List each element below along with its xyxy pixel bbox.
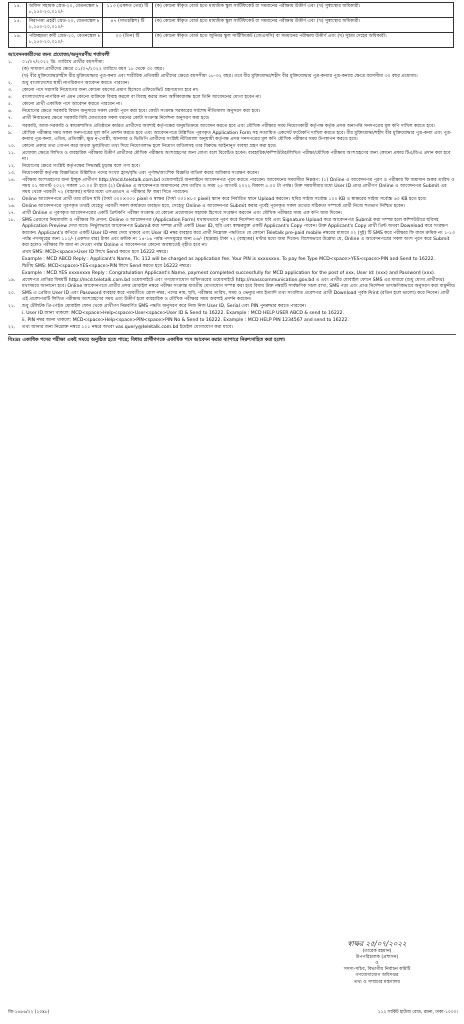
condition-item — [8, 171, 456, 177]
post-qualification: (ক) কোনো স্বীকৃত বোর্ড হতে মাধ্যমিক স্কুল সার্টিফিকেট বা সমমানের পরীক্ষায় উত্তীর্ণ এবং (খ) সুস্বাস্থ্যের অধিকারী। — [153, 3, 454, 18]
condition-text: Online আবেদনপত্রে পূরণকৃত তথ্যই যেহেতু পরবর্তী সকল কার্যক্রমে ব্যবহৃত হবে, সেহেতু Online এ আবেদনপত্র Submit করার পূর্বেই পূরণকৃত সকল তথ্যের সঠিকতা সম্পর্কে প্রার্থী নিজে শতভাগ নিশ্চিত হবেন। — [22, 204, 406, 210]
condition-number: ১. — [8, 59, 13, 65]
condition-item — [8, 164, 456, 170]
condition-text: (ক) সাধারণ প্রার্থীদের ক্ষেত্রে ০১/০৭/২০২২ তারিখে বয়স ১৮ থেকে ৩০ বছর। — [22, 67, 164, 73]
condition-item — [8, 88, 456, 94]
condition-item — [8, 250, 456, 256]
footer-address: ১১২ সার্কিট হাউজ রোড, রমনা, ঢাকা-১০০০। — [377, 1010, 458, 1015]
condition-text: প্রার্থী নিবাচনের ক্ষেত্রে সরকারি বিধি মোতাবেক সকল ধরনের কোটা সংক্রান্ত নির্দেশনা অনুসরণ করা হবে। — [22, 116, 210, 122]
post-serial: ১৫. — [9, 18, 27, 33]
table-row — [9, 33, 454, 48]
condition-item — [8, 67, 456, 73]
condition-text: কোনো প্রার্থী একাধিক পদে আবেদন করতে পারবেন না। — [22, 102, 122, 108]
condition-text: প্রার্থী Online এ পূরণকৃত আবেদনপত্রের একটি প্রিন্টকপি পরীক্ষা সংক্রান্ত যে কোনো প্রয়োজনে সহায়ক হিসেবে সংরক্ষণ করবেন এবং মৌখিক পরীক্ষার সময় এক কপি জমা দিবেন। — [22, 211, 343, 217]
condition-item — [8, 278, 456, 290]
condition-item — [8, 116, 456, 122]
conditions-heading: আবেদনকারীদের জন্য প্রযোজ্য/অনুসরণীয় শর্তাবলী — [8, 52, 110, 59]
condition-number: ১০. — [8, 143, 16, 149]
condition-number: ১৪. — [8, 178, 16, 184]
post-serial: ১৪. — [9, 3, 27, 18]
condition-item — [8, 131, 456, 143]
condition-text: নিয়োগকারী কর্তৃপক্ষ বিজ্ঞপ্তিতে উল্লিখিত পদের সংখ্যা হ্রাস/বৃদ্ধি এবং পূর্ণাঙ্গ/আংশিক বিজ্ঞপ্তি বাতিল করার অধিকার সংরক্ষণ করেন। — [22, 170, 259, 176]
condition-text: নিয়োগের ক্ষেত্রে সরকারি বিধান অনুসারে সকল কোটা পূরণ করা হবে। কোটা সংক্রান্ত সরকারের সর্বশেষ নীতিমালা অনুসরণ করা হবে। — [22, 109, 261, 115]
signature-block — [292, 940, 462, 986]
condition-number: ৮. — [8, 123, 13, 129]
condition-number: ১৯. — [8, 277, 16, 283]
condition-number: ৯. — [8, 130, 13, 136]
condition-number: ২. — [8, 81, 13, 87]
condition-item — [8, 197, 456, 203]
condition-text: বাংলাদেশের নাগরিক না এমন কোনো ব্যক্তিকে বিবাহ করলে বা বিবাহ করার জন্য অঙ্গীকারাবদ্ধ হলে তিনি আবেদনের যোগ্য হবেন না। — [22, 95, 262, 101]
condition-number: ৪. — [8, 95, 13, 101]
condition-number: ১৩. — [8, 170, 16, 176]
condition-text: Online আবেদনপত্রে প্রার্থী তার রঙিন ছবি (দৈর্ঘ্য ৩০০×৩০০ pixel ও স্বাক্ষর (দৈর্ঘ্য ৩০০×৮০ pixel) স্ক্যান করে নির্ধারিত স্থানে Upload করবেন। ছবির সাইজ সর্বোচ্চ ১০০ KB ও স্বাক্ষরের সাইজ সর্বোচ্চ ৬০ KB হতে হবে। — [22, 197, 427, 203]
condition-text: শুধু টেলিটক প্রি-পেইড মোবাইল ফোন থেকে প্রার্থীগণ নিম্নবর্ণিত SMS পদ্ধতি অনুসরণ করে নিজ নিজ User ID, Serial এবং PIN পুনরুদ্ধার করতে পারবেন। — [22, 304, 307, 310]
condition-text: শুধু বাংলাদেশের স্থায়ী নাগরিকগণ আবেদন করতে পারবেন। — [22, 81, 130, 87]
post-serial: ১৬. — [9, 33, 27, 48]
condition-item — [8, 311, 456, 317]
condition-item — [8, 74, 456, 80]
condition-item — [8, 204, 456, 210]
condition-text: ii. PIN নম্বর জানা থাকলে: MCD<space>Help<space>PIN<space>PIN No & Send to 16222. Example : MCD HELP PIN 1234567 and send to 16222. — [22, 318, 349, 324]
condition-number: ১২. — [8, 163, 16, 169]
condition-number: ১৭. — [8, 211, 16, 217]
condition-item — [8, 271, 456, 277]
condition-number: ৭. — [8, 116, 13, 122]
condition-item — [8, 124, 456, 130]
conditions-list — [8, 60, 456, 332]
condition-item — [8, 109, 456, 115]
department: গণযোগাযোগ অধিদপ্তর — [355, 973, 399, 979]
condition-number: ২১. — [8, 304, 16, 310]
condition-item — [8, 178, 456, 196]
condition-text: SMS প্রেরণের নিয়মাবলি ও পরীক্ষার ফি প্রদান: Online এ আবেদনপত্র (Application Form) যথাযথভাবে পূরণ করে নির্দেশনা মতে ছবি এবং Signature Upload করে আবেদনপত্র Submit করা সম্পন্ন হলে কম্পিউটারে ছবিসহ Application Preview দেখা যাবে। নির্ভুলভাবে আবেদনপত্র Submit করা সম্পন্ন প্রার্থী একটি User ID, ছবি এবং স্বাক্ষরযুক্ত একটি Applicant's Copy পাবেন। উক্ত Applicant's Copy প্রার্থী প্রিন্ট অথবা Download করে সংরক্ষণ করবেন। Applicant's কপিতে একটি User ID নম্বর দেয়া থাকবে এবং User ID নম্বর ব্যবহার করে প্রার্থী নিম্নোক্ত পদ্ধতিতে যে কোনো Teletalk pre-paid mobile নম্বরের মাধ্যমে ০২ (দুই) টি SMS করে পরীক্ষার ফি বাবদ ক্রমিক নং ১-১৩ পর্যন্ত পদসমূহের জন্য ১১২/- (একশত বার) টাকা এবং ক্রমিক নং ১৪-১৬ পর্যন্ত পদসমূহের জন্য ৫৬/- (ছাপ্পান্ন) টাকা ৭২ (বাহাত্তর) ঘণ্টার মধ্যে জমা দিবেন। বিশেষভাবে উল্লেখ্য যে, Online এ আবেদনপত্রের সকল অংশ পূরণ করে Submit করা হলেও পরীক্ষার ফি জমা না দেওয়া পর্যন্ত Online এ আবেদনপত্র কোনো অবস্থাতেই গৃহীত হবে না। — [22, 218, 455, 248]
condition-number: ৩. — [8, 88, 13, 94]
condition-item — [8, 144, 456, 150]
condition-item — [8, 151, 456, 163]
condition-text: নিয়োগের ক্ষেত্রে সংশ্লিষ্ট কর্তৃপক্ষের সিদ্ধান্তই চূড়ান্ত বলে গণ্য হবে। — [22, 163, 141, 169]
condition-text: পরীক্ষায় অংশগ্রহণের জন্য ইচ্ছুক প্রার্থীগণ http://mcd.teletalk.com.bd ওয়েবসাইটে অনলাইনে আবেদনপত্র পূরণ করতে পারবেন। আবেদনের সময়সীমা নিম্নরূপ: (১) Online এ আবেদনপত্র পূরণ ও পরীক্ষার ফি জমাদান শুরুর তারিখ ও সময় ০১ আগস্ট ২০২২ সকাল ১০.০০ টা হতে (২) Online এ আবেদনপত্র জমাদানের শেষ তারিখ ও সময় ২৫ আগস্ট ২০২২ বিকাল ৫.০০ টা পর্যন্ত। উক্ত সময়সীমার মধ্যে User ID প্রাপ্ত প্রার্থীগণ Online এ আবেদনপত্র Submit এর সময় থেকে পরবর্তী ৭২ (বাহাত্তর) ঘণ্টার মধ্যে এসএমএস এ পরীক্ষার ফি জমা দিতে পারবেন। — [22, 178, 455, 196]
post-name: অফিস সহায়ক গ্রেড-২০, বেতনস্কেল ৳ ৮,২৫০-২০,০১০/- — [27, 3, 103, 18]
condition-item — [8, 60, 456, 66]
condition-item — [8, 264, 456, 270]
condition-number: ১১. — [8, 150, 16, 156]
condition-number: ২২. — [8, 325, 16, 331]
condition-text: Example : MCD YES xxxxxxxx Reply : Congratulation Applicant's Name, payment completed successfully for MCD application for the post of xxx, User Id: (xxx) and Password (xxx). — [22, 270, 436, 276]
posts-table — [8, 2, 454, 48]
condition-item — [8, 218, 456, 248]
post-name: নিরাপত্তা প্রহরী গ্রেড-২০, বেতনস্কেল ৳ ৮,২৫০-২০,০১০/- — [27, 18, 103, 33]
special-note: বিঃদ্রঃ একাধিক পদের পরীক্ষা একই সময়ে অনুষ্ঠিত হতে পারে; বিধায় প্রার্থীগণকে একাধিক পদে আবেদন করার ব্যাপারে নিরুৎসাহিত করা হলো। — [8, 334, 456, 343]
post-name: পরিচ্ছন্নতা কর্মী গ্রেড-২০, বেতনস্কেল ৳ ৮,২৫০-২০,০১০/- — [27, 33, 103, 48]
post-count: ৪৭ (সাতচল্লিশ) টি — [103, 18, 153, 33]
condition-text: প্রযোজ্য ক্ষেত্রে লিখিত ও ব্যবহারিক পরীক্ষায় উত্তীর্ণ প্রার্থীদের মৌখিক পরীক্ষায় অংশগ্রহণের জন্য যোগ্য বলে বিবেচিত হবেন। ব্যবহারিক/কম্পিউটার/লিখিত পরীক্ষা/মৌখিক পরীক্ষায় অংশগ্রহণের জন্য কোনো প্রকার টিএ/ডিএ প্রদান করা হবে না। — [22, 150, 451, 162]
committee-title: সদস্য-সচিব, বিভাগীয় নির্বাচন কমিটি — [343, 967, 411, 973]
condition-item — [8, 81, 456, 87]
signatory-and: ও — [375, 961, 379, 967]
condition-number: ৬. — [8, 109, 13, 115]
post-qualification: (ক) কোনো স্বীকৃত বোর্ড হতে মাধ্যমিক স্কুল সার্টিফিকেট বা সমমানের পরীক্ষায় উত্তীর্ণ এবং (খ) সুস্বাস্থ্যের অধিকারী। — [153, 18, 454, 33]
condition-text: SMS এ প্রেরিত User ID এবং Password ব্যবহার করে পরবর্তীতে রোল নম্বর, পদের নাম, ছবি, পরীক্ষার তারিখ, সময় ও ভেন্যুর নাম ইত্যাদি তথ্য সংবলিত প্রবেশপত্র প্রার্থী Download পূর্বক Print (রঙিন হলে ভালো) করে নিবেন। প্রার্থী এই প্রবেশপত্রটি লিখিত পরীক্ষায় অংশগ্রহণের সময় এবং উত্তীর্ণ হলে ব্যবহারিক ও মৌখিক পরীক্ষার সময় অবশ্যই প্রদর্শন করবেন। — [22, 291, 450, 303]
condition-number: ১৬. — [8, 204, 16, 210]
table-row — [9, 18, 454, 33]
condition-text: (খ) বীর মুক্তিযোদ্ধা/শহীদ বীর মুক্তিযোদ্ধার পুত্র-কন্যা এবং শারীরিক প্রতিবন্ধী প্রার্থীদের ক্ষেত্রে বয়সসীমা ১৮-৩২ বছর। তবে বীর মুক্তিযোদ্ধা/শহীদ বীর মুক্তিযোদ্ধার পুত্র-কন্যার পুত্র-কন্যার ক্ষেত্রে বয়সসীমা ৩০ বছর প্রযোজ্য। — [22, 74, 418, 80]
condition-item — [8, 95, 456, 101]
condition-item — [8, 325, 456, 331]
condition-item — [8, 318, 456, 324]
condition-text: i. User ID জানা থাকলে: MCD<space>Help<space>User<space>User ID & Send to 16222. Example : MCD HELP USER ABCD & send to 16222. — [22, 311, 345, 317]
condition-item — [8, 257, 456, 263]
condition-number: ১৮. — [8, 218, 16, 224]
signature: স্বাক্ষর ২৫/০৭/২০২২ — [347, 940, 407, 948]
post-count: ১১৩ (একশত তের) টি — [103, 3, 153, 18]
condition-text: কোনো প্রকার তথ্য গোপন করে অথবা ভুল/মিথ্যা তথ্য দিয়ে নিয়োগলাভ হলে নিয়োগ বাতিলসহ তার বিরুদ্ধে আইনানুগ ব্যবস্থা গ্রহণ করা হবে। — [22, 143, 277, 149]
ministry: তথ্য ও সম্প্রচার মন্ত্রণালয় — [353, 979, 401, 985]
condition-item — [8, 211, 456, 217]
condition-text: তথ্য জানার জন্য নিম্নোক্ত নম্বরে ১২১ নম্বরে অথবা vas.query@teletalk.com.bd ইমেইল যোগাযোগ করা যাবে। — [22, 325, 233, 331]
signatory-name: (তারেক রহমান) — [362, 949, 392, 955]
post-qualification: (ক) কোনো স্বীকৃত বোর্ড হতে জুনিয়র স্কুল সার্টিফিকেট (জেএসসি) বা সমমানের পরীক্ষায় উত্তীর্ণ এবং (খ) সুঠাম দেহের অধিকারী। — [153, 33, 454, 48]
condition-item — [8, 291, 456, 303]
condition-number: ২০. — [8, 291, 16, 297]
condition-text: প্রবেশপত্র প্রাপ্তির বিষয়টি http://mcd.teletalk.com.bd ওয়েবসাইটে এবং গণযোগাযোগ অধিদপ্তরের ওয়েবসাইটে http://masscommunication.gov.bd এ এবং প্রার্থীর মোবাইল ফোনে SMS এর মাধ্যমে (শুধু যোগ্য প্রার্থীদের) যথাসময়ে জানানো হবে। Online আবেদনপত্রে প্রার্থীর প্রদত্ত মোবাইল নম্বরে পরীক্ষা সংক্রান্ত যাবতীয় যোগাযোগ সম্পন্ন করা হবে বিধায় উক্ত নম্বরটি সার্বক্ষণিক সচল রাখা, SMS পড়া এবং প্রাপ্ত নির্দেশনা তাৎক্ষণিকভাবে অনুসরণ করা বাঞ্ছনীয়। — [22, 277, 456, 290]
condition-text: প্রথম SMS: MCD<space>User ID লিখে Send করতে হবে 16222 নম্বরে। — [22, 249, 168, 255]
post-count: ০৩ (তিন) টি — [103, 33, 153, 48]
condition-text: দ্বিতীয় SMS: MCD<space>YES<space>PIN লিখে Send করতে হবে 16222 নম্বরে। — [22, 263, 191, 269]
signatory-title: উপপরিচালক (প্রশাসন) — [355, 955, 399, 961]
footer-code: জি-১৬৮৬/২২ (১০x৮) — [8, 1010, 50, 1015]
footer — [8, 1010, 458, 1016]
condition-text: মৌখিক পরীক্ষার সময় সকল সনদপত্রের মূল কপি প্রদর্শন করতে হবে এবং আবেদনপত্রে উল্লিখিত পূরণকৃত Application Form সহ সত্যায়িত একসেট ফটোকপি দাখিল করতে হবে। বীর মুক্তিযোদ্ধা/শহীদ বীর মুক্তিযোদ্ধার পুত্র-কন্যা এবং পুত্র-কন্যার পুত্র-কন্যা, এতিম, প্রতিবন্ধী, ক্ষুদ্র নৃ-গোষ্ঠী, আনসার ও ভিডিপি প্রার্থীদের সংশ্লিষ্ট নীতিমালা অনুযায়ী কর্তৃপক্ষ প্রদত্ত সনদপত্রের মূল কপি মৌখিক পরীক্ষার সময় উপস্থাপন করতে হবে। — [22, 130, 452, 142]
condition-item — [8, 304, 456, 310]
condition-number: ১৫. — [8, 197, 16, 203]
condition-number: ৫. — [8, 102, 13, 108]
table-row — [9, 3, 454, 18]
condition-text: কোনো পদে সরাসরি নিয়োগের জন্য কোনো বয়সের প্রমাণ হিসেবে এফিডেভিট গ্রহণযোগ্য হবে না। — [22, 88, 199, 94]
condition-text: ০১/০৭/২০২২ খ্রি. তারিখে প্রার্থীর বয়সসীমা: — [22, 59, 105, 65]
condition-item — [8, 102, 456, 108]
condition-text: সরকারি, আধা-সরকারি ও স্বায়ত্তশাসিত প্রতিষ্ঠানে কর্মরত প্রার্থীদের অবশ্যই কর্তৃপক্ষের অনুমতিক্রমে আবেদন করতে হবে এবং মৌখিক পরীক্ষার সময় নিয়োগকারী কর্তৃপক্ষ কর্তৃক প্রদত্ত অনাপত্তি সনদপত্রের মূল কপি দাখিল করতে হবে। — [22, 123, 436, 129]
condition-text: Example : MCD ABCD Reply : Applicant's Name, Tk. 112 will be charged as application fee. Your PIN is xxxxxxxx. To pay fee Type MCD<space>YES<space>PIN and Send to 16222. — [22, 256, 436, 262]
